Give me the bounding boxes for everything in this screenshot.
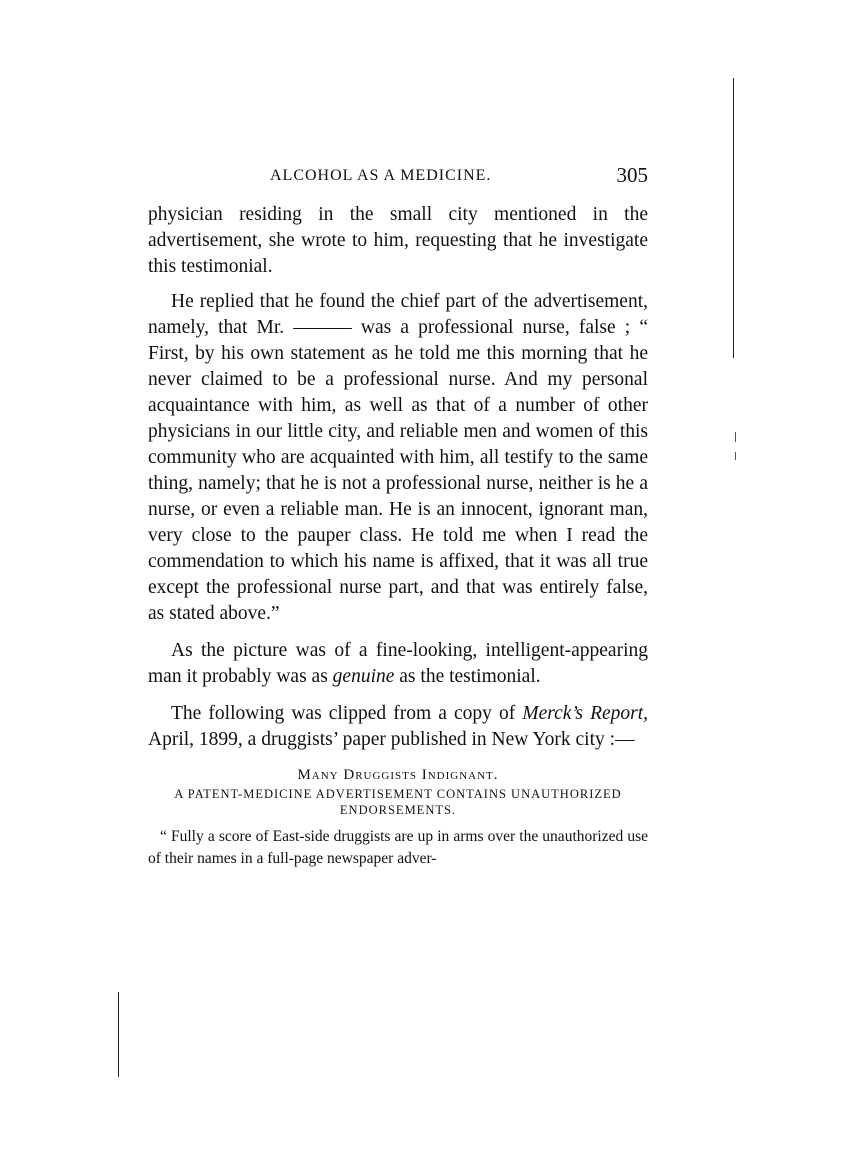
paragraph-picture-text-b: as the testimonial. — [399, 666, 541, 687]
clipping-quote: “ Fully a score of East-side druggists are up in arms over the unauthorized use of their names in a full-page newspaper adver- — [148, 828, 648, 867]
page-body — [148, 202, 648, 870]
clipping-heading: Many Druggists Indignant. — [297, 767, 499, 783]
scan-edge-line-right — [733, 78, 734, 358]
paragraph-clipping-italic: Merck’s Report, — [522, 703, 649, 724]
paragraph-continued: physician residing in the small city mentioned in the advertisement, she wrote to him, requesting that he investigate this testimonial. — [148, 204, 648, 277]
clipping-subheading: A PATENT-MEDICINE ADVERTISEMENT CONTAINS UNAUTHORIZED ENDORSEMENTS. — [174, 787, 622, 817]
paragraph-clipping-text-b: April, 1899, a druggists’ paper published in New York city :— — [148, 729, 635, 750]
paragraph-clipping-intro — [148, 701, 648, 753]
paragraph-clipping-text-a: The following was clipped from a copy of — [171, 703, 516, 724]
scan-speck — [735, 452, 736, 460]
paragraph-picture-italic: genuine — [332, 666, 395, 687]
paragraph-reply: He replied that he found the chief part of the advertisement, namely, that Mr. ——— was a professional nurse, false ; “ First, by his own statement as he told me this morning that he never claimed to be a professional nurse. And my personal acquaintance with him, as well as that of a number of other physicians in our little city, and reliable men and women of this community who are acquainted with him, all testify to the same thing, namely; that he is not a professional nurse, neither is he a nurse, or even a reliable man. He is an innocent, ignorant man, very close to the pauper class. He told me when I read the commendation to which his name is affixed, that it was all true except the professional nurse part, and that was entirely false, as stated above.” — [148, 291, 648, 624]
scan-edge-line-left — [118, 992, 119, 1077]
page-number: 305 — [616, 163, 648, 187]
paragraph-picture-text-a: As the picture was of a fine-looking, intelligent-appearing man it probably was as — [148, 640, 648, 687]
paragraph-picture — [148, 638, 648, 690]
running-title: ALCOHOL AS A MEDICINE. — [270, 167, 492, 184]
scan-speck — [735, 432, 736, 442]
page-header — [148, 163, 648, 193]
